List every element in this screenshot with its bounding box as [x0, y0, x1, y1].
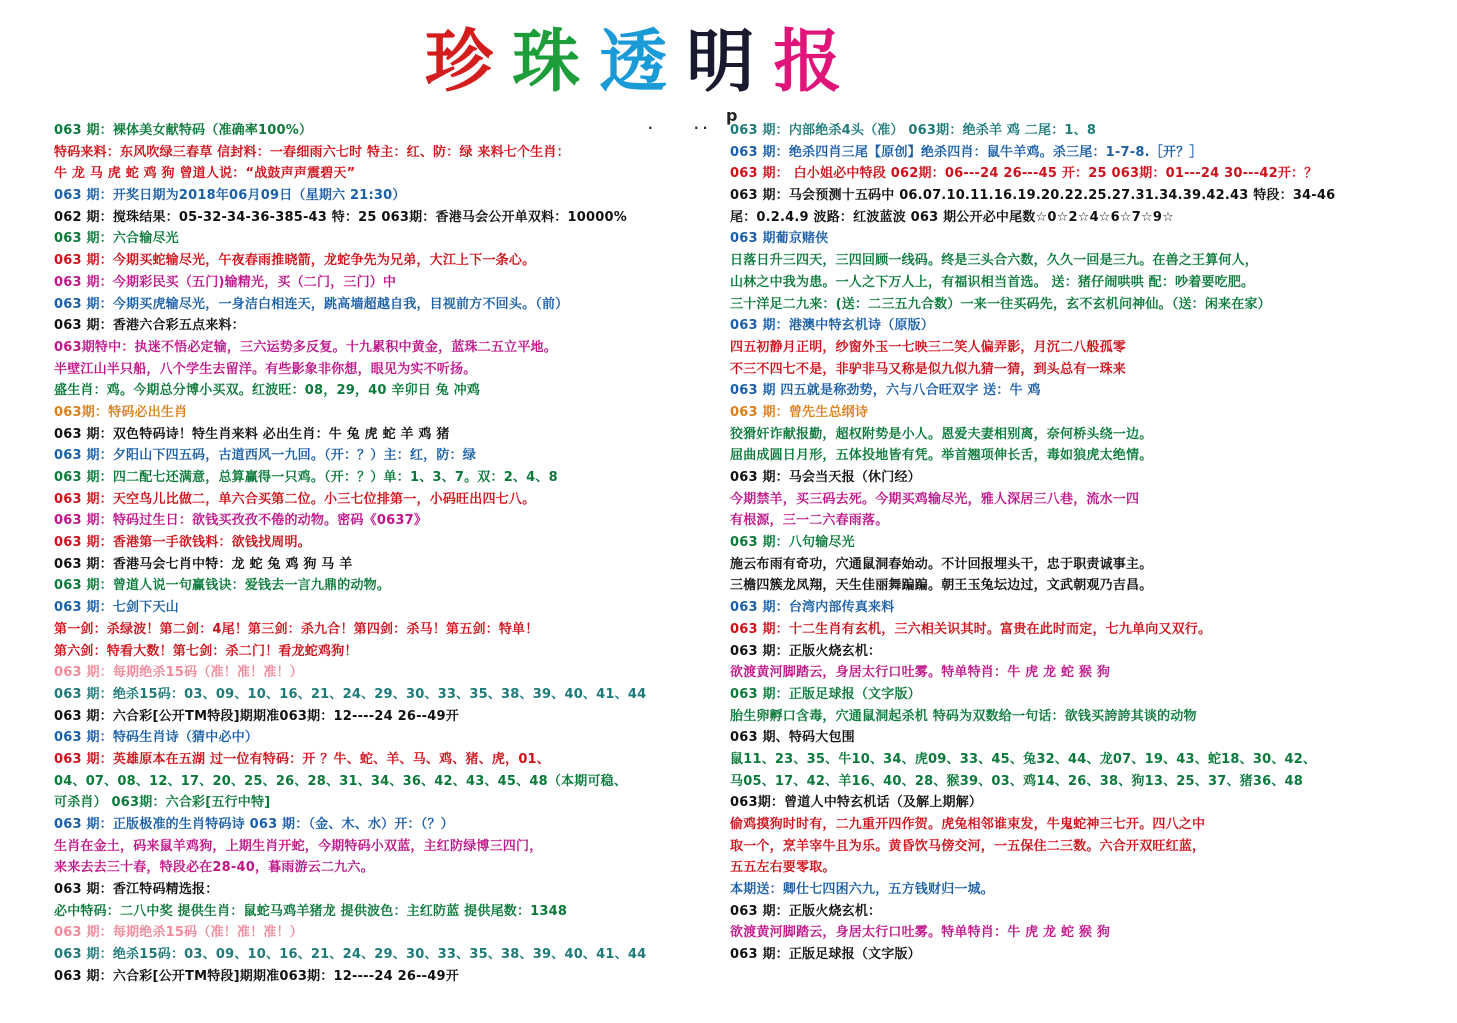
- text-line: 063 期：今期彩民买（五门)输精光，买（二门，三门）中: [54, 274, 397, 290]
- text-line: 五五左右要零取。: [730, 860, 836, 876]
- text-line: 063 期：天空鸟儿比做二，单六合买第二位。小三七位排第一，小码旺出四七八。: [54, 491, 536, 507]
- text-line: 半壁江山半只船，八个学生去留洋。有些影象非你想，眼见为实不听扬。: [54, 361, 477, 377]
- text-line: 063 期：夕阳山下四五码，古道西风一九回。（开：？）主：红，防：绿: [54, 448, 476, 464]
- text-line: 山林之中我为患。一人之下万人上，有福识相当首选。 送：猪仔闹哄哄 配：吵着要吃肥。: [730, 274, 1255, 290]
- text-line: 063 期：特码生肖诗（猜中必中）: [54, 730, 259, 746]
- newspaper-title: [425, 22, 855, 102]
- text-line: 063 期：每期绝杀15码（准！准！准！）: [54, 665, 303, 681]
- text-line: 063 期：绝杀四肖三尾【原创】绝杀四肖：鼠牛羊鸡。杀三尾：1-7-8.［开？］: [730, 144, 1203, 160]
- text-line: 063 期：曾道人说一句赢钱诀：爱钱去一言九鼎的动物。: [54, 578, 391, 594]
- left-column: [54, 120, 704, 988]
- text-line: 偷鸡摸狗时时有，二九重开四作贺。虎兔相邻谁束发，牛鬼蛇神三七开。四八之中: [730, 817, 1206, 832]
- text-line: 屈曲成圆日月形，五体投地皆有凭。举首翘项伸长舌，毒如狼虎太绝情。: [730, 448, 1153, 464]
- text-line: 马05、17、42、羊16、40、28、猴39、03、鸡14、26、38、狗13、25、37、猪36、48: [730, 773, 1304, 789]
- title-char-2: 珠: [512, 22, 581, 102]
- text-line: 牛 龙 马 虎 蛇 鸡 狗 曾道人说：“战鼓声声震碧天”: [54, 166, 356, 182]
- title-char-5: 报: [773, 22, 842, 102]
- text-line: 063 期：六合彩[公开TM特段]期期准063期：12----24 26--49开: [54, 968, 459, 984]
- text-line: 可杀肖） 063期：六合彩[五行中特]: [54, 795, 271, 811]
- text-line: 来来去去三十春，特段必在28-40，暮雨游云二九六。: [54, 860, 374, 876]
- title-char-4: 明: [686, 22, 755, 102]
- text-line: 施云布雨有奇功，穴通鼠洞春始动。不计回报埋头干，忠于职责诚事主。: [730, 556, 1153, 572]
- right-column: [730, 120, 1430, 966]
- text-line: 063 期、特码大包围: [730, 730, 855, 746]
- text-line: 063 期：绝杀15码：03、09、10、16、21、24、29、30、33、35、38、39、40、41、44: [54, 686, 647, 702]
- text-line: 063 期：六合输尽光: [54, 231, 179, 247]
- text-line: 三十洋足二九来：(送：二三五九合数）一来一往买码先，玄不玄机问神仙。（送：闲来在家）: [730, 296, 1271, 312]
- text-line: 狡猾奸诈献报勤，超权附势是小人。恩爱夫妻相别离，奈何桥头绕一边。: [730, 426, 1153, 442]
- text-line: 063 期：曾先生总纲诗: [730, 404, 869, 420]
- text-line: 063 期：台湾内部传真来料: [730, 600, 895, 616]
- text-line: 胎生卵孵口含毒，穴通鼠洞起杀机 特码为双数给一句话：欲钱买誇誇其谈的动物: [730, 708, 1197, 724]
- text-line: 063 期：正版火烧玄机：: [730, 643, 882, 659]
- text-line: 062 期：搅珠结果：05-32-34-36-385-43 特：25 063期：香港马会公开单双料：10000%: [54, 209, 627, 225]
- text-line: 063 期：港澳中特玄机诗（原版）: [730, 318, 935, 334]
- text-line: 不三不四七不是，非驴非马又称是似九似九猜一猜，到头总有一珠来: [730, 361, 1127, 377]
- text-line: 063 期：特码过生日：欲钱买孜孜不倦的动物。密码《0637》: [54, 513, 428, 529]
- text-line: 欲渡黄河脚踏云，身居太行口吐雾。特单特肖：牛 虎 龙 蛇 猴 狗: [730, 665, 1111, 681]
- text-line: 必中特码：二八中奖 提供生肖：鼠蛇马鸡羊猪龙 提供波色：主红防蓝 提供尾数：1348: [54, 903, 568, 919]
- text-line: 063 期：今期买蛇输尽光，午夜春雨推晓箭，龙蛇争先为兄弟，大江上下一条心。: [54, 253, 536, 269]
- text-line: 04、07、08、12、17、20、25、26、28、31、34、36、42、43、45、48（本期可稳、: [54, 773, 628, 789]
- text-line: 063 期： 白小姐必中特段 062期：06---24 26---45 开：25 063期：01---24 30---42开：？: [730, 166, 1318, 182]
- text-line: 063 期葡京赌侠: [730, 231, 829, 247]
- text-line: 第六剑：特看大数！第七剑：杀二门！看龙蛇鸡狗！: [54, 643, 358, 659]
- text-line: 063期特中：执迷不悟必定输，三六运势多反复。十九累积中黄金，蓝珠二五立平地。: [54, 339, 557, 355]
- text-line: 063 期：正版足球报（文字版）: [730, 947, 921, 963]
- text-line: 特码来料：东风吹绿三春草 信封料：一春细雨六七时 特主：红、防：绿 来料七个生肖：: [54, 144, 570, 160]
- text-line: 日落日升三四天，三四回顾一线码。终是三头合六数，久久一回是三九。在兽之王算何人，: [730, 253, 1259, 269]
- text-line: 063 期：香江特码精选报：: [54, 882, 219, 898]
- text-line: 生肖在金土，码来鼠羊鸡狗，上期生肖开蛇，今期特码小双蓝，主红防绿博三四门，: [54, 838, 543, 854]
- title-char-1: 珍: [425, 22, 494, 102]
- text-line: 063期：曾道人中特玄机话（及解上期解）: [730, 795, 983, 811]
- text-line: 第一剑：杀绿波！第二剑：4尾！第三剑：杀九合！第四剑：杀马！第五剑：特单！: [54, 621, 539, 637]
- text-line: 取一个，烹羊宰牛且为乐。黄昏饮马傍交河，一五保住二三数。六合开双旺红蓝，: [730, 838, 1206, 854]
- text-line: 063 期：香港马会七肖中特：龙 蛇 兔 鸡 狗 马 羊: [54, 556, 353, 572]
- text-line: 本期送：卿仕七四困六九，五方钱财归一城。: [730, 882, 995, 898]
- stray-dot: .: [648, 118, 653, 132]
- stray-letter: p: [726, 106, 738, 125]
- text-line: 尾：0.2.4.9 波路：红波蓝波 063 期公开必中尾数☆0☆2☆4☆6☆7☆9☆: [730, 209, 1174, 225]
- text-line: 欲渡黄河脚踏云，身居太行口吐雾。特单特肖：牛 虎 龙 蛇 猴 狗: [730, 925, 1111, 941]
- text-line: 063 期：四二配七还满意，总算赢得一只鸡。（开：？）单：1、3、7。双：2、4、8: [54, 470, 558, 485]
- text-line: 063 期：马会当天报（休门经）: [730, 470, 921, 485]
- text-line: 063 期：马会预测十五码中 06.07.10.11.16.19.20.22.25.27.31.34.39.42.43 特段：34-46: [730, 188, 1336, 204]
- text-line: 063 期：开奖日期为2018年06月09日（星期六 21:30）: [54, 188, 406, 204]
- text-line: 063 期：正版极准的生肖特码诗 063 期：（金、木、水）开：（？）: [54, 817, 454, 832]
- text-line: 063 期：香港六合彩五点来料：: [54, 318, 245, 334]
- text-line: 063 期：香港第一手欲钱料：欲钱找周明。: [54, 535, 311, 551]
- text-line: 三檐四簇龙凤翔，天生佳丽舞蹁蹁。朝王玉兔坛边过，文武朝观乃吉昌。: [730, 578, 1153, 594]
- text-line: 四五初静月正明，纱窗外玉一七映三二笑人偏弄影，月沉二八般孤零: [730, 339, 1127, 355]
- text-line: 063 期：今期买虎输尽光，一身洁白相连天，跳高墙超越自我，目视前方不回头。（前）: [54, 296, 569, 312]
- text-line: 有根源，三一二六春雨落。: [730, 513, 889, 529]
- text-line: 063 期：内部绝杀4头（准） 063期：绝杀羊 鸡 二尾：1、8: [730, 123, 1097, 138]
- stray-dots: . .: [694, 118, 708, 132]
- text-line: 063 期：裸体美女献特码（准确率100%）: [54, 123, 313, 138]
- text-line: 今期禁羊，买三码去死。今期买鸡输尽光，雅人深居三八巷，流水一四: [730, 491, 1140, 507]
- text-line: 063期：特码必出生肖: [54, 404, 188, 420]
- text-line: 063 期：英雄原本在五湖 过一位有特码：开 ？牛、蛇、羊、马、鸡、猪、虎，01、: [54, 751, 551, 767]
- text-line: 063 期：双色特码诗！特生肖来料 必出生肖：牛 兔 虎 蛇 羊 鸡 猪: [54, 426, 450, 442]
- text-line: 063 期：正版足球报（文字版）: [730, 686, 921, 702]
- title-char-3: 透: [599, 22, 668, 102]
- text-line: 063 期：绝杀15码：03、09、10、16、21、24、29、30、33、35、38、39、40、41、44: [54, 947, 647, 963]
- text-line: 063 期：正版火烧玄机：: [730, 903, 882, 919]
- text-line: 063 期：每期绝杀15码（准！准！准！）: [54, 925, 303, 941]
- text-line: 063 期 四五就是称劲势，六与八合旺双字 送：牛 鸡: [730, 383, 1041, 399]
- text-line: 063 期：六合彩[公开TM特段]期期准063期：12----24 26--49开: [54, 708, 459, 724]
- text-line: 063 期：八句输尽光: [730, 535, 855, 551]
- text-line: 063 期：七剑下天山: [54, 600, 179, 616]
- text-line: 鼠11、23、35、牛10、34、虎09、33、45、兔32、44、龙07、19、43、蛇18、30、42、: [730, 751, 1317, 767]
- text-line: 063 期：十二生肖有玄机，三六相关识其时。富贵在此时而定，七九单向又双行。: [730, 621, 1212, 637]
- text-line: 盛生肖：鸡。今期总分博小买双。红波旺：08，29，40 辛卯日 兔 冲鸡: [54, 383, 481, 399]
